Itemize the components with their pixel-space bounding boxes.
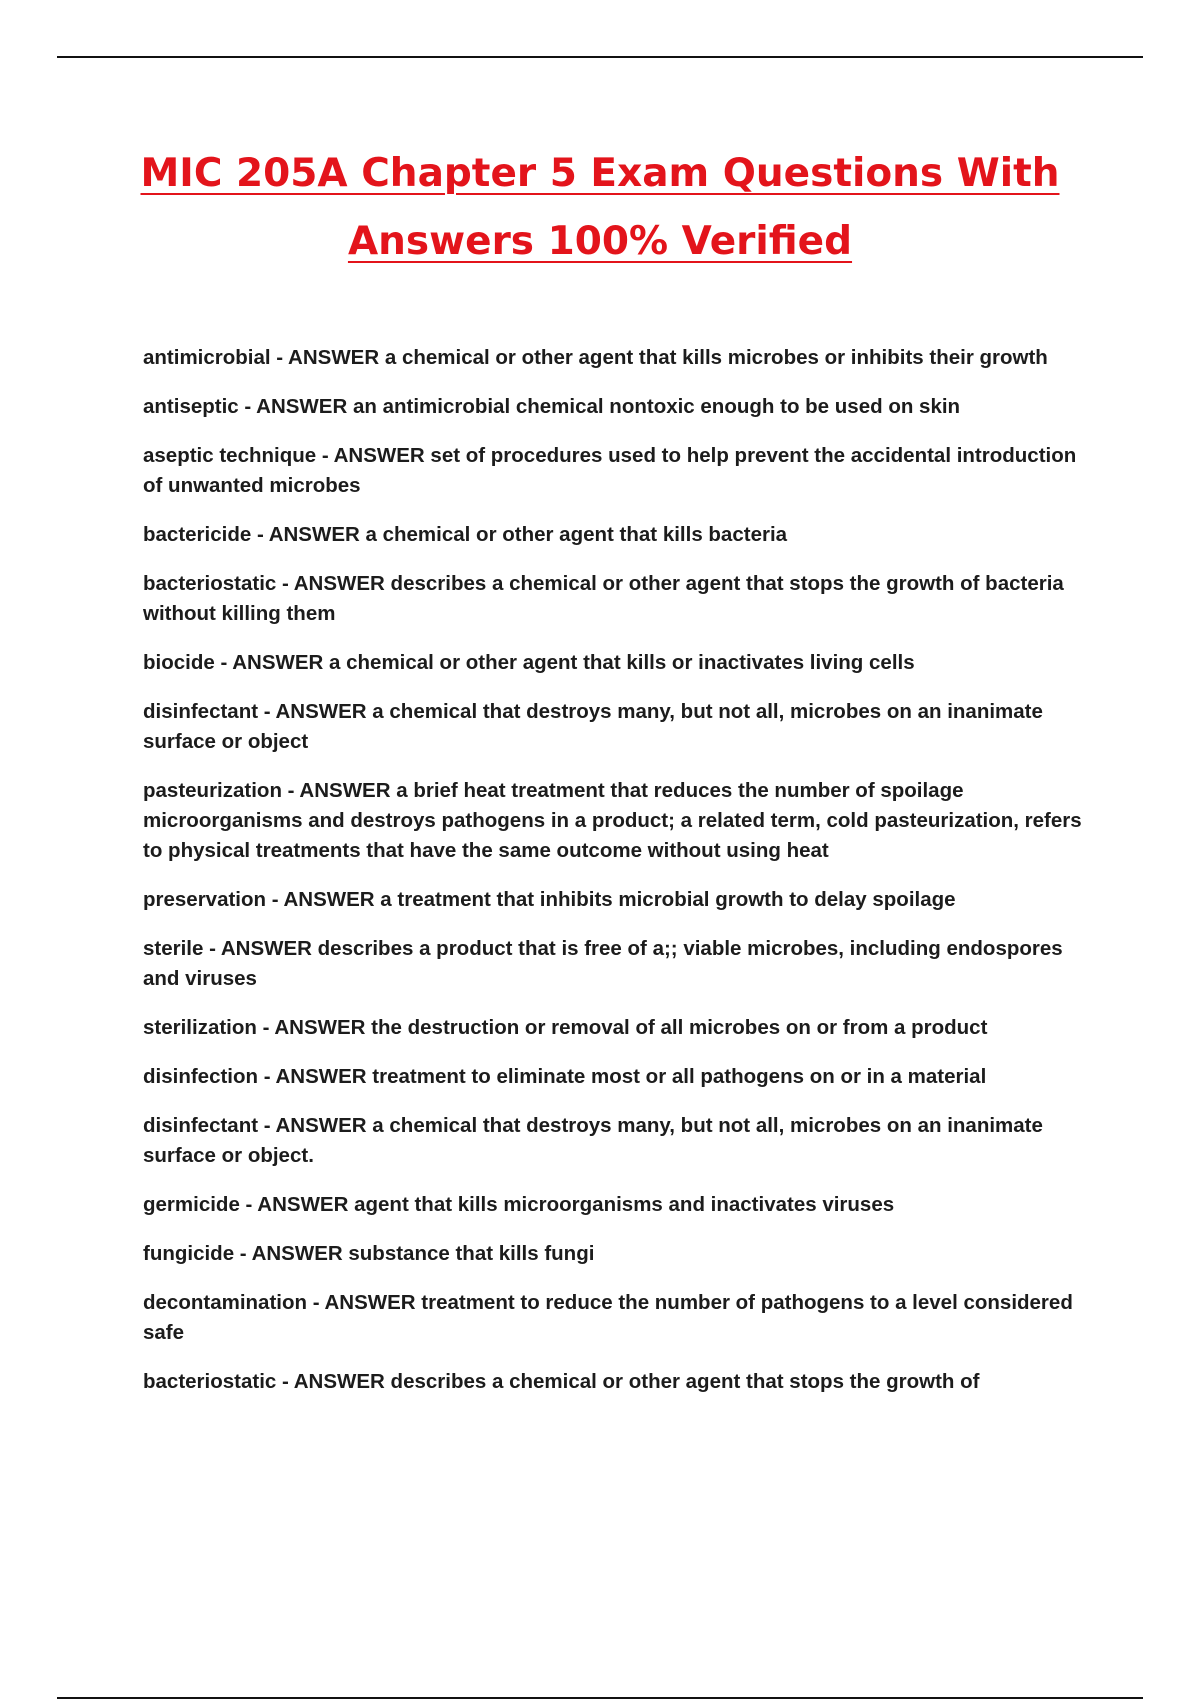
footer-rule [57,1697,1143,1699]
glossary-entry: antimicrobial - ANSWER a chemical or other agent that kills microbes or inhibits their growth [143,346,1048,369]
glossary-entry: antiseptic - ANSWER an antimicrobial chemical nontoxic enough to be used on skin [143,395,961,418]
glossary-entry: bacteriostatic - ANSWER describes a chemical or other agent that stops the growth of bacteria without killing them [143,572,1064,625]
glossary-entry: germicide - ANSWER agent that kills microorganisms and inactivates viruses [143,1193,895,1216]
title-line-1: MIC 205A Chapter 5 Exam Questions With [140,151,1060,196]
glossary-entry: aseptic technique - ANSWER set of procedures used to help prevent the accidental introduction of unwanted microbes [143,444,1077,497]
glossary-list [143,343,1093,1416]
header-rule [57,56,1143,58]
document-title [100,140,1100,276]
glossary-entry: preservation - ANSWER a treatment that inhibits microbial growth to delay spoilage [143,888,956,911]
glossary-entry: disinfectant - ANSWER a chemical that destroys many, but not all, microbes on an inanimate surface or object [143,700,1043,753]
glossary-entry: bacteriostatic - ANSWER describes a chemical or other agent that stops the growth of [143,1370,980,1393]
glossary-entry: decontamination - ANSWER treatment to reduce the number of pathogens to a level considered safe [143,1291,1073,1344]
glossary-entry: disinfection - ANSWER treatment to eliminate most or all pathogens on or in a material [143,1065,987,1088]
glossary-entry: bactericide - ANSWER a chemical or other agent that kills bacteria [143,523,788,546]
glossary-entry: sterile - ANSWER describes a product that is free of a;; viable microbes, including endospores and viruses [143,937,1063,990]
title-line-2: Answers 100% Verified [347,219,853,264]
glossary-entry: disinfectant - ANSWER a chemical that destroys many, but not all, microbes on an inanimate surface or object. [143,1114,1043,1167]
glossary-entry: biocide - ANSWER a chemical or other agent that kills or inactivates living cells [143,651,915,674]
glossary-entry: pasteurization - ANSWER a brief heat treatment that reduces the number of spoilage microorganisms and destroys pathogens in a product; a related term, cold pasteurization, refers to physical treatments that have the same outcome without using heat [143,779,1082,862]
glossary-entry: fungicide - ANSWER substance that kills fungi [143,1242,595,1265]
glossary-entry: sterilization - ANSWER the destruction or removal of all microbes on or from a product [143,1016,988,1039]
